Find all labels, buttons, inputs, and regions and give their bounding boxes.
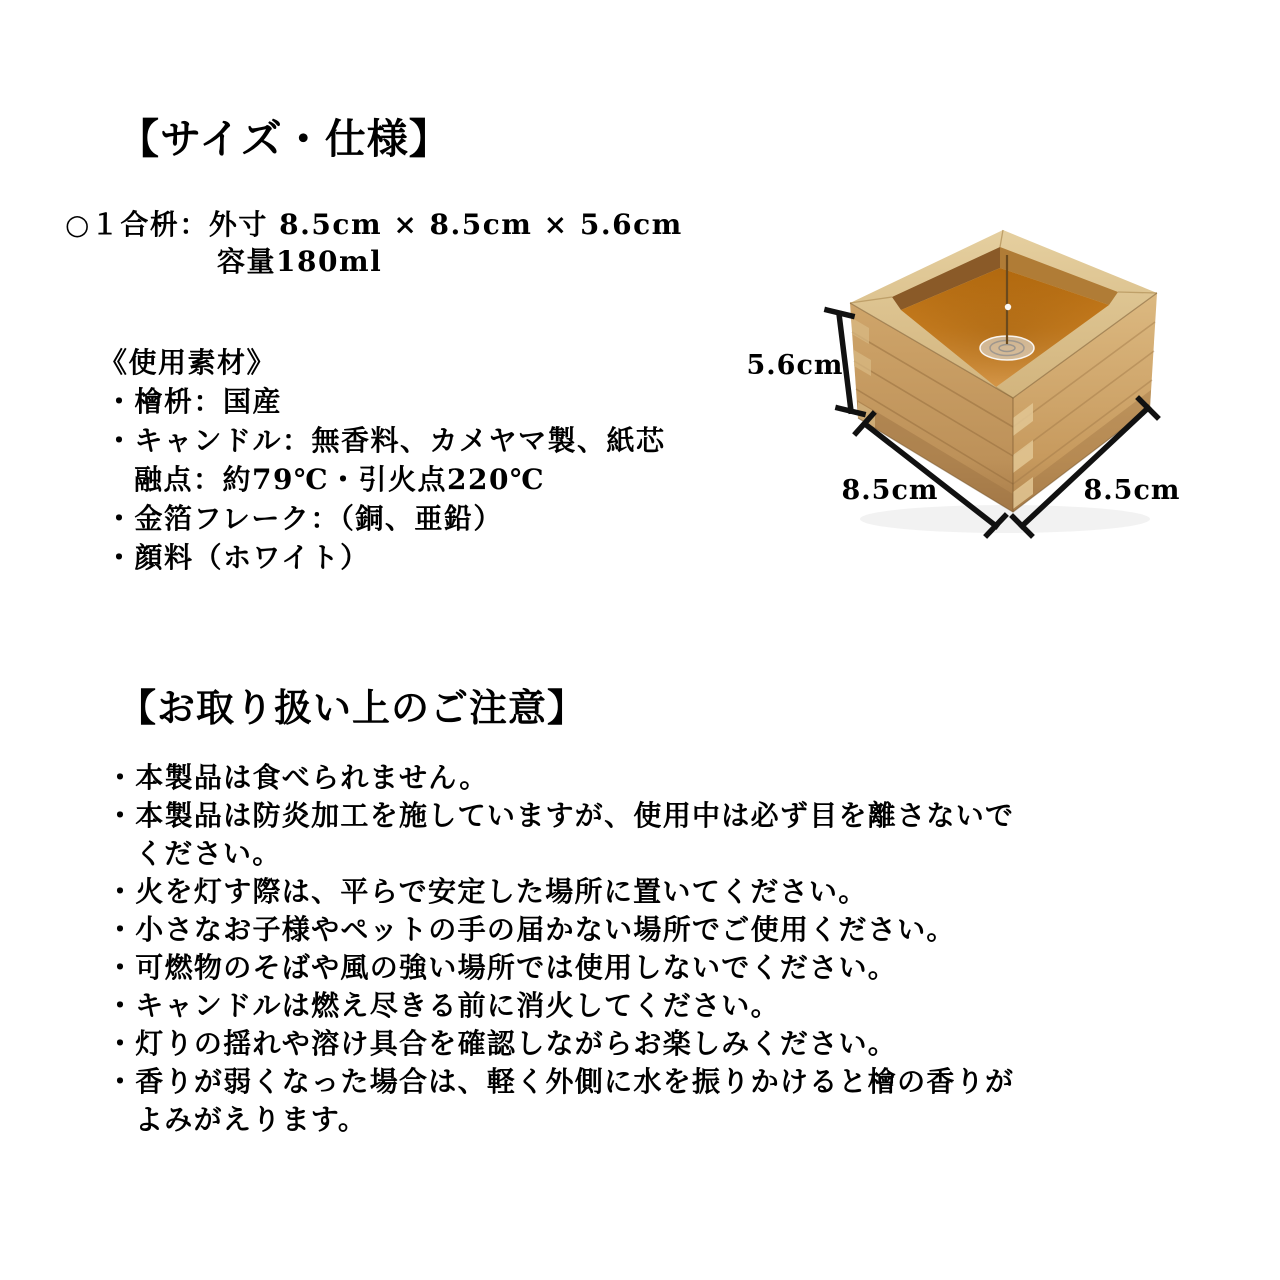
caution-item: ・キャンドルは燃え尽きる前に消火してください。 — [106, 989, 780, 1022]
dimension-label-height: 5.6cm — [746, 350, 844, 381]
caution-item: ・本製品は食べられません。 — [106, 761, 489, 794]
caution-item: ・小さなお子様やペットの手の届かない場所でご使用ください。 — [106, 913, 956, 946]
size-spec-title: 【サイズ・仕様】 — [118, 115, 451, 163]
material-item: ・金箔フレーク：（銅、亜鉛） — [105, 502, 503, 535]
materials-heading: 《使用素材》 — [99, 346, 277, 379]
masu-box-illustration — [735, 222, 1180, 552]
caution-item: ・本製品は防炎加工を施していますが、使用中は必ず目を離さないで ください。 — [106, 799, 1015, 870]
dimension-label-width-right: 8.5cm — [1083, 475, 1180, 506]
spec-capacity: 容量180ml — [217, 245, 383, 278]
material-item: ・檜枡：国産 — [105, 385, 283, 418]
finger-joints — [1013, 403, 1033, 509]
materials-list — [105, 382, 666, 577]
material-item: ・顔料（ホワイト） — [105, 541, 370, 574]
size-spec-text — [65, 206, 683, 280]
caution-item: ・可燃物のそばや風の強い場所では使用しないでください。 — [106, 951, 898, 984]
caution-title: 【お取り扱い上のご注意】 — [118, 685, 587, 730]
material-item: ・キャンドル：無香料、カメヤマ製、紙芯 融点：約79℃・引火点220℃ — [105, 424, 666, 496]
caution-item: ・火を灯す際は、平らで安定した場所に置いてください。 — [106, 875, 868, 908]
spec-dimensions: ○１合枡：外寸 8.5cm × 8.5cm × 5.6cm — [65, 208, 683, 241]
caution-list — [106, 759, 1206, 1139]
dimension-label-width-left: 8.5cm — [841, 475, 939, 506]
materials-block — [99, 343, 666, 577]
caution-item: ・灯りの揺れや溶け具合を確認しながらお楽しみください。 — [106, 1027, 898, 1060]
product-photo-masu-candle — [735, 222, 1180, 552]
caution-item: ・香りが弱くなった場合は、軽く外側に水を振りかけると檜の香りが よみがえります。 — [106, 1065, 1015, 1136]
